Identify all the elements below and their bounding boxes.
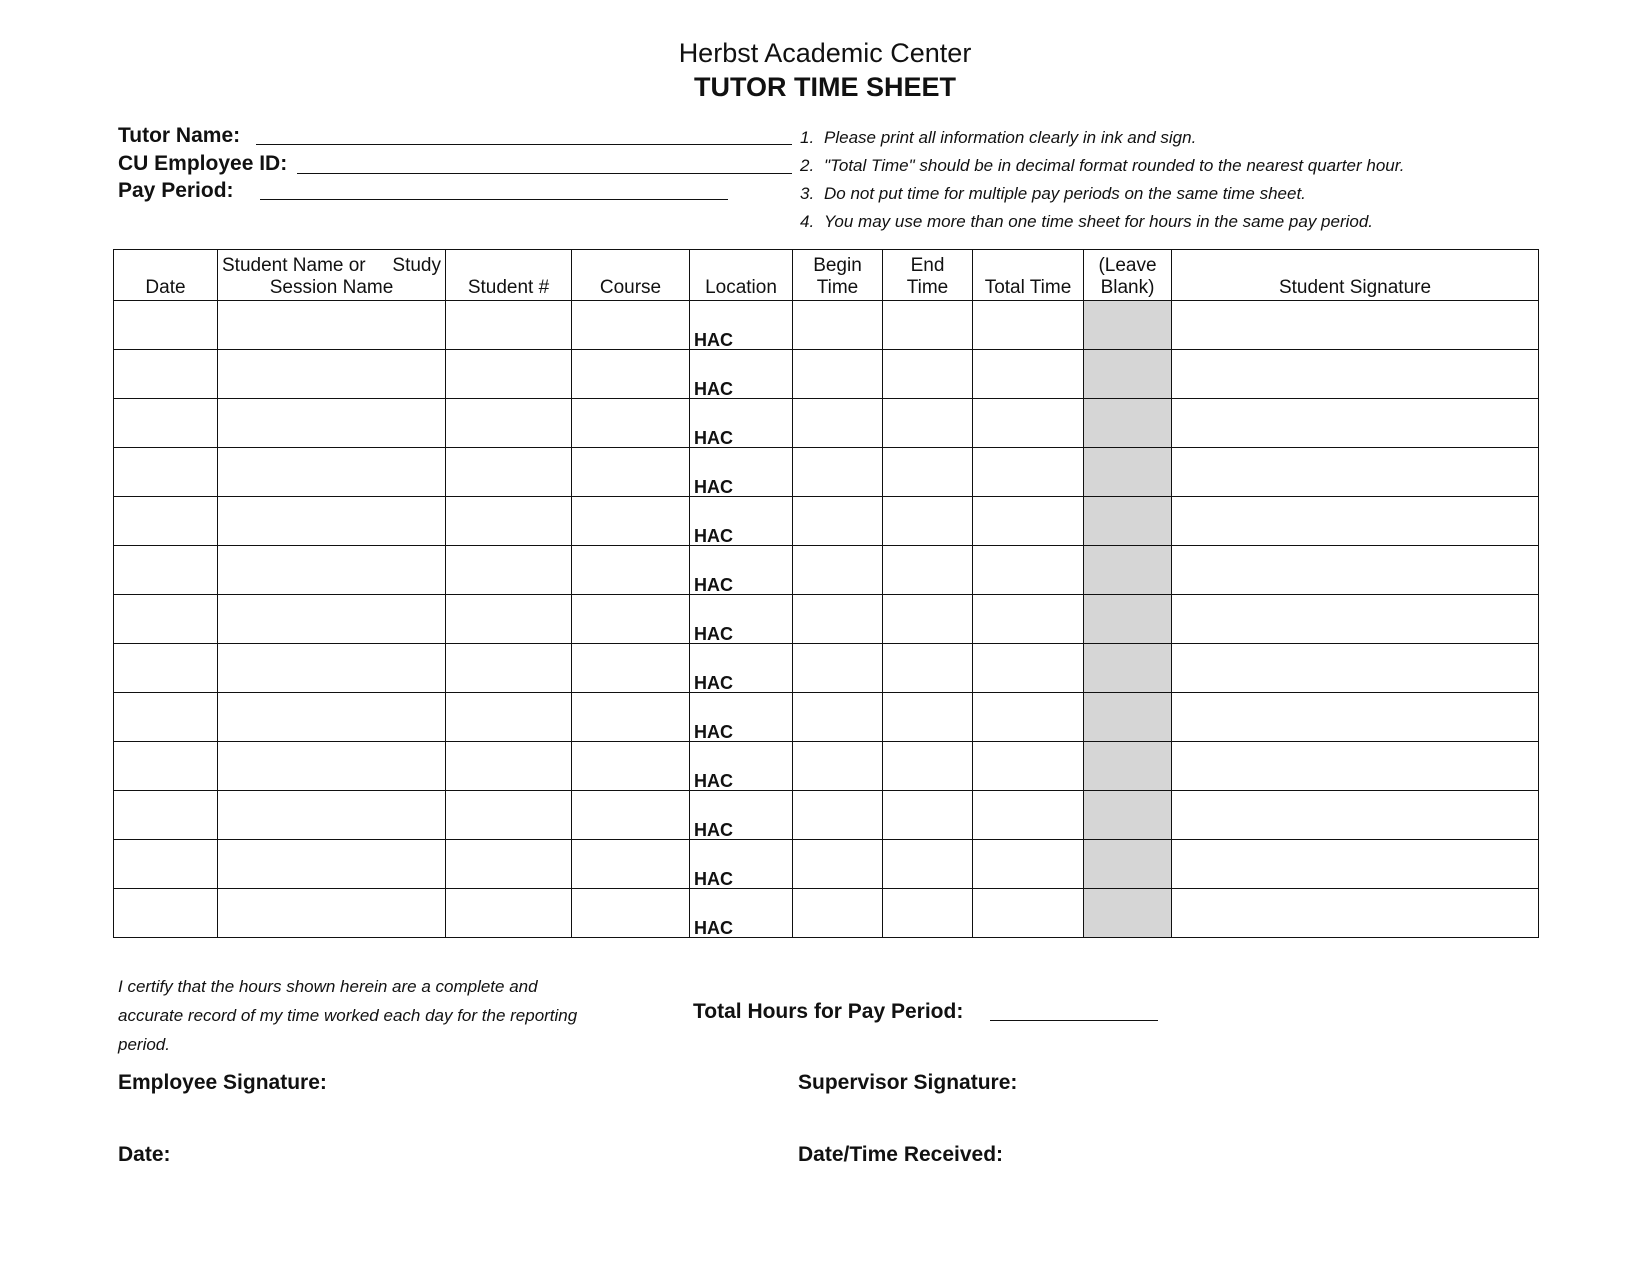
- pay-period-line[interactable]: [260, 199, 728, 200]
- form-title: TUTOR TIME SHEET: [693, 72, 956, 102]
- cell-student-number[interactable]: [446, 301, 572, 350]
- table-row: [114, 693, 1539, 742]
- cell-course[interactable]: [572, 742, 690, 791]
- table-row: [114, 840, 1539, 889]
- cell-course[interactable]: [572, 791, 690, 840]
- cell-student-signature[interactable]: [1172, 644, 1539, 693]
- cell-student-signature[interactable]: [1172, 546, 1539, 595]
- cell-end-time[interactable]: [883, 399, 973, 448]
- cell-location[interactable]: HAC: [690, 840, 793, 889]
- cell-location[interactable]: HAC: [690, 399, 793, 448]
- cell-course[interactable]: [572, 350, 690, 399]
- cell-total-time[interactable]: [973, 693, 1084, 742]
- time-sheet-table: [113, 249, 1539, 938]
- cell-student-number[interactable]: [446, 595, 572, 644]
- cell-student-number[interactable]: [446, 644, 572, 693]
- cell-total-time[interactable]: [973, 595, 1084, 644]
- table-row: [114, 889, 1539, 938]
- cell-begin-time[interactable]: [793, 546, 883, 595]
- cell-student-signature[interactable]: [1172, 448, 1539, 497]
- cell-begin-time[interactable]: [793, 399, 883, 448]
- cell-date[interactable]: [114, 791, 218, 840]
- cell-student-name[interactable]: [218, 350, 446, 399]
- col-header-begin-time: Begin Time: [793, 250, 883, 301]
- cell-leave-blank: [1084, 889, 1172, 938]
- cell-course[interactable]: [572, 693, 690, 742]
- cell-leave-blank: [1084, 448, 1172, 497]
- cell-location[interactable]: HAC: [690, 889, 793, 938]
- date-label: Date:: [118, 1143, 171, 1166]
- cell-location[interactable]: HAC: [690, 742, 793, 791]
- cell-leave-blank: [1084, 301, 1172, 350]
- cell-student-number[interactable]: [446, 791, 572, 840]
- cell-location[interactable]: HAC: [690, 497, 793, 546]
- cell-end-time[interactable]: [883, 889, 973, 938]
- cell-end-time[interactable]: [883, 497, 973, 546]
- cell-student-signature[interactable]: [1172, 399, 1539, 448]
- cell-student-number[interactable]: [446, 546, 572, 595]
- cell-date[interactable]: [114, 889, 218, 938]
- instructions-list: [800, 124, 1404, 236]
- cell-student-signature[interactable]: [1172, 693, 1539, 742]
- cell-leave-blank: [1084, 840, 1172, 889]
- cell-student-signature[interactable]: [1172, 595, 1539, 644]
- table-row: [114, 301, 1539, 350]
- cell-date[interactable]: [114, 693, 218, 742]
- cell-student-name[interactable]: [218, 693, 446, 742]
- cell-student-signature[interactable]: [1172, 301, 1539, 350]
- cell-total-time[interactable]: [973, 546, 1084, 595]
- cell-leave-blank: [1084, 742, 1172, 791]
- cell-student-name[interactable]: [218, 546, 446, 595]
- cell-leave-blank: [1084, 350, 1172, 399]
- cell-course[interactable]: [572, 448, 690, 497]
- cell-total-time[interactable]: [973, 448, 1084, 497]
- cell-student-name[interactable]: [218, 301, 446, 350]
- cell-begin-time[interactable]: [793, 693, 883, 742]
- cell-begin-time[interactable]: [793, 595, 883, 644]
- tutor-name-label: Tutor Name:: [118, 124, 241, 147]
- cell-location[interactable]: HAC: [690, 546, 793, 595]
- cell-end-time[interactable]: [883, 840, 973, 889]
- col-header-student-signature: Student Signature: [1172, 250, 1539, 301]
- employee-id-label: CU Employee ID:: [118, 152, 288, 175]
- table-row: [114, 399, 1539, 448]
- cell-total-time[interactable]: [973, 889, 1084, 938]
- cell-date[interactable]: [114, 742, 218, 791]
- cell-total-time[interactable]: [973, 742, 1084, 791]
- total-hours-label: Total Hours for Pay Period:: [693, 1000, 964, 1023]
- instruction-item: 3. Do not put time for multiple pay periods on the same time sheet.: [800, 184, 1306, 203]
- cell-student-signature[interactable]: [1172, 742, 1539, 791]
- cell-date[interactable]: [114, 399, 218, 448]
- cell-student-name[interactable]: [218, 497, 446, 546]
- cell-course[interactable]: [572, 399, 690, 448]
- table-row: [114, 497, 1539, 546]
- cell-course[interactable]: [572, 301, 690, 350]
- cell-student-number[interactable]: [446, 497, 572, 546]
- cell-begin-time[interactable]: [793, 791, 883, 840]
- cell-leave-blank: [1084, 644, 1172, 693]
- cell-course[interactable]: [572, 644, 690, 693]
- tutor-name-line[interactable]: [256, 144, 792, 145]
- cell-begin-time[interactable]: [793, 644, 883, 693]
- pay-period-label: Pay Period:: [118, 179, 234, 202]
- cell-leave-blank: [1084, 791, 1172, 840]
- cell-leave-blank: [1084, 399, 1172, 448]
- cell-location[interactable]: HAC: [690, 644, 793, 693]
- cell-date[interactable]: [114, 350, 218, 399]
- cell-location[interactable]: HAC: [690, 595, 793, 644]
- cell-date[interactable]: [114, 301, 218, 350]
- cell-begin-time[interactable]: [793, 840, 883, 889]
- cell-begin-time[interactable]: [793, 889, 883, 938]
- cell-student-number[interactable]: [446, 399, 572, 448]
- certification-statement: I certify that the hours shown herein are a complete and accurate record of my time worked each day for the reporting period.: [118, 977, 578, 1054]
- cell-student-signature[interactable]: [1172, 350, 1539, 399]
- supervisor-signature-label: Supervisor Signature:: [798, 1071, 1018, 1094]
- cell-student-name[interactable]: [218, 399, 446, 448]
- cell-student-number[interactable]: [446, 889, 572, 938]
- cell-student-name[interactable]: [218, 889, 446, 938]
- cell-student-number[interactable]: [446, 742, 572, 791]
- cell-student-name[interactable]: [218, 644, 446, 693]
- cell-begin-time[interactable]: [793, 497, 883, 546]
- cell-location[interactable]: HAC: [690, 693, 793, 742]
- table-row: [114, 448, 1539, 497]
- cell-course[interactable]: [572, 889, 690, 938]
- col-header-end-time: End Time: [883, 250, 973, 301]
- cell-course[interactable]: [572, 497, 690, 546]
- cell-date[interactable]: [114, 840, 218, 889]
- employee-signature-label: Employee Signature:: [118, 1071, 327, 1094]
- table-row: [114, 595, 1539, 644]
- cell-date[interactable]: [114, 448, 218, 497]
- table-body: [114, 301, 1539, 938]
- cell-student-name[interactable]: [218, 840, 446, 889]
- cell-end-time[interactable]: [883, 448, 973, 497]
- cell-date[interactable]: [114, 644, 218, 693]
- cell-student-number[interactable]: [446, 350, 572, 399]
- col-header-student-name: Student Name or Study Session Name: [218, 250, 446, 301]
- cell-total-time[interactable]: [973, 497, 1084, 546]
- employee-id-line[interactable]: [297, 173, 792, 174]
- table-row: [114, 742, 1539, 791]
- cell-location[interactable]: HAC: [690, 448, 793, 497]
- cell-total-time[interactable]: [973, 791, 1084, 840]
- cell-student-signature[interactable]: [1172, 497, 1539, 546]
- instruction-item: 4. You may use more than one time sheet for hours in the same pay period.: [800, 212, 1374, 231]
- cell-begin-time[interactable]: [793, 742, 883, 791]
- cell-begin-time[interactable]: [793, 350, 883, 399]
- cell-student-number[interactable]: [446, 840, 572, 889]
- cell-student-name[interactable]: [218, 791, 446, 840]
- cell-end-time[interactable]: [883, 595, 973, 644]
- cell-student-number[interactable]: [446, 448, 572, 497]
- cell-student-name[interactable]: [218, 448, 446, 497]
- cell-date[interactable]: [114, 595, 218, 644]
- cell-date[interactable]: [114, 497, 218, 546]
- cell-end-time[interactable]: [883, 693, 973, 742]
- cell-student-signature[interactable]: [1172, 791, 1539, 840]
- cell-course[interactable]: [572, 546, 690, 595]
- cell-leave-blank: [1084, 497, 1172, 546]
- col-header-leave-blank: (Leave Blank): [1084, 250, 1172, 301]
- cell-student-signature[interactable]: [1172, 840, 1539, 889]
- table-header-row: [114, 250, 1539, 301]
- col-header-location: Location: [690, 250, 793, 301]
- cell-end-time[interactable]: [883, 644, 973, 693]
- cell-student-number[interactable]: [446, 693, 572, 742]
- cell-course[interactable]: [572, 840, 690, 889]
- form-organization: Herbst Academic Center: [678, 38, 972, 68]
- cell-total-time[interactable]: [973, 840, 1084, 889]
- cell-location[interactable]: HAC: [690, 350, 793, 399]
- cell-leave-blank: [1084, 693, 1172, 742]
- cell-student-name[interactable]: [218, 742, 446, 791]
- date-time-received-label: Date/Time Received:: [798, 1143, 1004, 1166]
- cell-end-time[interactable]: [883, 791, 973, 840]
- cell-end-time[interactable]: [883, 546, 973, 595]
- table-row: [114, 644, 1539, 693]
- cell-course[interactable]: [572, 595, 690, 644]
- table-row: [114, 350, 1539, 399]
- cell-begin-time[interactable]: [793, 301, 883, 350]
- cell-total-time[interactable]: [973, 350, 1084, 399]
- table-row: [114, 546, 1539, 595]
- cell-total-time[interactable]: [973, 399, 1084, 448]
- col-header-total-time: Total Time: [973, 250, 1084, 301]
- col-header-date: Date: [114, 250, 218, 301]
- col-header-student-number: Student #: [446, 250, 572, 301]
- cell-end-time[interactable]: [883, 742, 973, 791]
- cell-begin-time[interactable]: [793, 448, 883, 497]
- cell-end-time[interactable]: [883, 350, 973, 399]
- instruction-item: 1. Please print all information clearly in ink and sign.: [800, 128, 1197, 147]
- cell-student-signature[interactable]: [1172, 889, 1539, 938]
- cell-student-name[interactable]: [218, 595, 446, 644]
- total-hours-line[interactable]: [990, 1020, 1158, 1021]
- cell-total-time[interactable]: [973, 644, 1084, 693]
- cell-total-time[interactable]: [973, 301, 1084, 350]
- table-row: [114, 791, 1539, 840]
- cell-leave-blank: [1084, 595, 1172, 644]
- cell-leave-blank: [1084, 546, 1172, 595]
- cell-location[interactable]: HAC: [690, 791, 793, 840]
- col-header-course: Course: [572, 250, 690, 301]
- instruction-item: 2. "Total Time" should be in decimal format rounded to the nearest quarter hour.: [800, 156, 1405, 175]
- cell-date[interactable]: [114, 546, 218, 595]
- cell-location[interactable]: HAC: [690, 301, 793, 350]
- cell-end-time[interactable]: [883, 301, 973, 350]
